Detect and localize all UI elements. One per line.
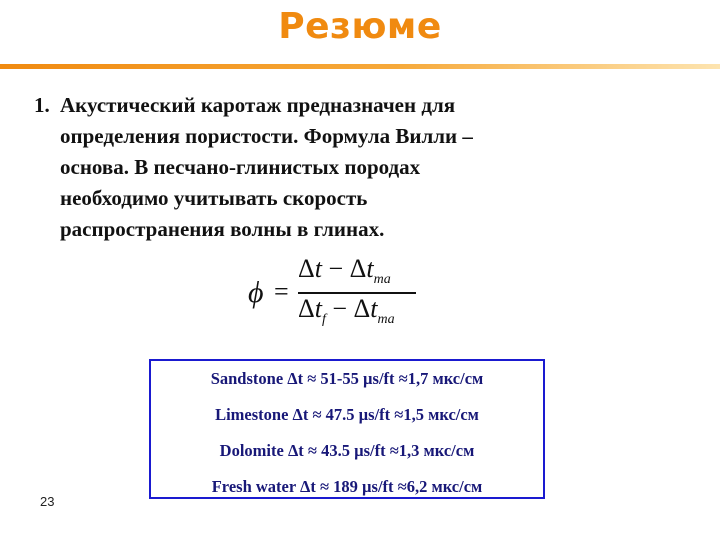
velocity-box	[149, 359, 545, 499]
paragraph-line-2: определения пористости. Формула Вилли –	[60, 124, 473, 148]
summary-paragraph	[34, 90, 674, 245]
formula-numerator: $\Delta t - \Delta t_{ma}$	[298, 254, 391, 288]
paragraph-line-5: распространения волны в глинах.	[60, 217, 385, 241]
velocity-limestone: Limestone Δt ≈ 47.5 µs/ft ≈1,5 мкс/см	[215, 405, 479, 424]
formula-phi: ϕ	[248, 276, 264, 309]
title-underline	[0, 62, 720, 72]
slide-title: Резюме	[278, 6, 442, 47]
page-number: 23	[40, 494, 55, 509]
paragraph-line-4: необходимо учитывать скорость	[60, 186, 368, 210]
formula-equals: =	[274, 277, 289, 306]
formula-denominator: $\Delta t_f - \Delta t_{ma}$	[298, 294, 395, 328]
paragraph-line-3: основа. В песчано-глинистых породах	[60, 155, 421, 179]
velocity-dolomite: Dolomite Δt ≈ 43.5 µs/ft ≈1,3 мкс/см	[219, 441, 475, 460]
velocity-fresh-water: Fresh water Δt ≈ 189 µs/ft ≈6,2 мкс/см	[211, 477, 483, 496]
paragraph-number: 1.	[34, 93, 50, 117]
wyllie-formula	[248, 252, 418, 332]
velocity-sandstone: Sandstone Δt ≈ 51-55 µs/ft ≈1,7 мкс/см	[210, 369, 484, 388]
paragraph-line-1: 1. Акустический каротаж предназначен для	[34, 90, 674, 121]
